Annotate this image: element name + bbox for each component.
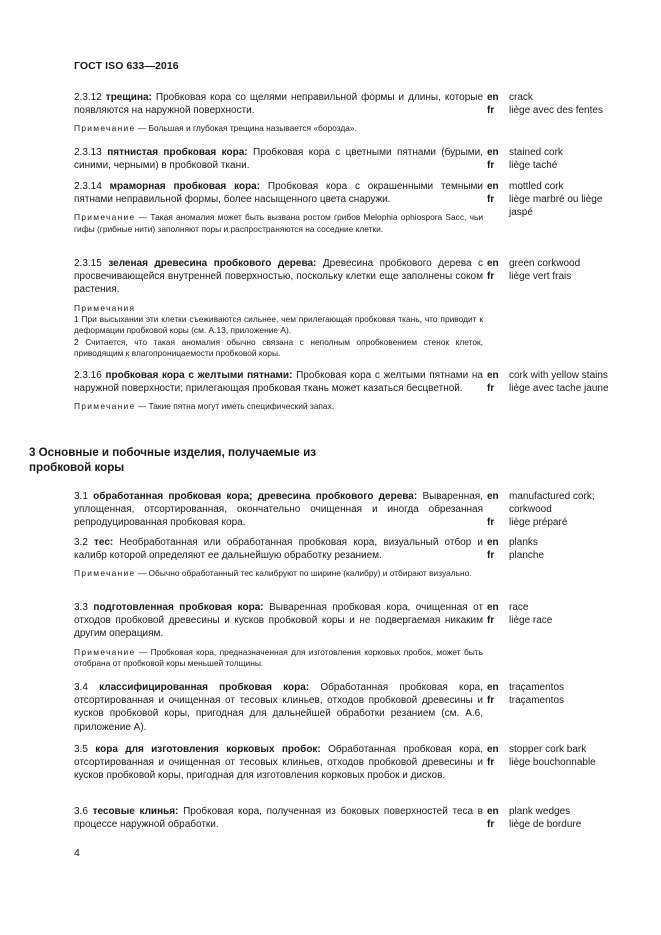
section-heading: 3 Основные и побочные изделия, получаемые из пробковой коры bbox=[29, 446, 316, 474]
term-en: mottled cork bbox=[509, 181, 564, 192]
equivalents bbox=[487, 91, 617, 117]
definition bbox=[74, 536, 483, 562]
lang-code-en: en bbox=[487, 258, 499, 269]
lang-code-fr: fr bbox=[487, 160, 495, 172]
note-text: Такие пятна могут иметь специфический запах. bbox=[148, 401, 335, 412]
note-text: Пробковая кора, предназначенная для изготовления корковых пробок, может быть отобрана от пробковой коры меньшей толщины. bbox=[74, 646, 483, 669]
lang-code-fr: fr bbox=[487, 757, 495, 769]
lang-fr bbox=[487, 270, 617, 283]
equivalents bbox=[487, 805, 617, 831]
equivalents bbox=[487, 180, 617, 220]
notes bbox=[74, 303, 483, 360]
note-label: Примечание bbox=[74, 646, 136, 657]
term-en: crack bbox=[509, 92, 533, 103]
page-number: 4 bbox=[74, 847, 80, 859]
equivalents bbox=[487, 681, 617, 707]
term-en: green corkwood bbox=[509, 258, 581, 269]
term-entry-2-3-13 bbox=[74, 146, 614, 172]
note-dash: — bbox=[137, 123, 147, 134]
term-text: Обработанная пробковая кора, отсортированная и очищенная от тесовых клиньев, отходов пробковой древесины и кусков пробковой коры, пригодная для изготовления корковых пробок и дисков. bbox=[74, 744, 484, 782]
lang-en bbox=[487, 743, 617, 756]
term-name: кора для изготовления корковых пробок: bbox=[95, 744, 321, 755]
term-text: Вываренная пробковая кора, очищенная от отходов пробковой древесины и кусков пробковой коры и не подвергаемая никаким другим операциям. bbox=[74, 602, 484, 640]
term-en: planks bbox=[509, 537, 538, 548]
term-name: пробковая кора с желтыми пятнами: bbox=[105, 370, 293, 381]
term-name: подготовленная пробковая кора: bbox=[93, 602, 264, 613]
lang-en bbox=[487, 601, 617, 614]
term-number: 3.5 bbox=[74, 744, 88, 755]
note-dash: — bbox=[138, 212, 148, 223]
lang-fr bbox=[487, 549, 617, 562]
note-text: Большая и глубокая трещина называется «борозда». bbox=[148, 123, 357, 134]
definition bbox=[74, 601, 483, 641]
lang-en bbox=[487, 91, 617, 104]
term-text: Пробковая кора с желтыми пятнами на наружной поверхности; прилегающая пробковая ткань может казаться бесцветной. bbox=[74, 370, 483, 395]
lang-en bbox=[487, 490, 617, 516]
term-fr: liège bouchonnable bbox=[509, 757, 596, 769]
lang-en bbox=[487, 180, 617, 193]
definition bbox=[74, 257, 483, 297]
lang-code-fr: fr bbox=[487, 271, 495, 283]
note-label: Примечание bbox=[74, 212, 136, 223]
term-fr: liège taché bbox=[509, 160, 558, 172]
term-entry-2-3-15 bbox=[74, 257, 614, 360]
document-header: ГОСТ ISO 633—2016 bbox=[74, 60, 179, 72]
term-number: 2.3.16 bbox=[74, 370, 102, 381]
lang-en bbox=[487, 257, 617, 270]
term-entry-3-6 bbox=[74, 805, 614, 831]
definition bbox=[74, 681, 483, 734]
term-text: Пробковая кора со щелями неправильной формы и длины, которые появляются на наружной поверхности. bbox=[74, 92, 484, 117]
lang-en bbox=[487, 146, 617, 159]
term-number: 3.3 bbox=[74, 602, 88, 613]
note bbox=[74, 401, 483, 412]
note-dash: — bbox=[138, 646, 148, 657]
definition bbox=[74, 91, 483, 117]
term-entry-2-3-12 bbox=[74, 91, 614, 135]
term-text: Пробковая кора с цветными пятнами (бурыми, синими, черными) в пробковой ткани. bbox=[74, 147, 484, 172]
equivalents bbox=[487, 257, 617, 283]
term-fr: liège préparé bbox=[509, 517, 568, 529]
lang-code-en: en bbox=[487, 806, 499, 817]
note-dash: — bbox=[137, 568, 147, 579]
note bbox=[74, 123, 483, 134]
term-entry-2-3-14 bbox=[74, 180, 614, 235]
term-entry-3-5 bbox=[74, 743, 614, 783]
term-number: 3.4 bbox=[74, 682, 88, 693]
definition bbox=[74, 146, 483, 172]
lang-fr bbox=[487, 104, 617, 117]
lang-code-fr: fr bbox=[487, 550, 495, 562]
lang-code-en: en bbox=[487, 147, 499, 158]
lang-en bbox=[487, 805, 617, 818]
term-number: 2.3.12 bbox=[74, 92, 102, 103]
term-text: Пробковая кора с окрашенными темными пятнами неправильной формы, более насыщенного цвета снаружи. bbox=[74, 181, 484, 206]
note-dash: — bbox=[137, 401, 147, 412]
term-text: Обработанная пробковая кора, отсортированная и очищенная от тесовых клиньев, отходов пробковой древесины и кусков пробковой коры, пригодная для дальнейшей обработки резанием (см. А.6, приложение А). bbox=[74, 682, 484, 733]
term-fr: liège avec tache jaune bbox=[509, 383, 609, 395]
lang-fr bbox=[487, 694, 617, 707]
term-name: трещина: bbox=[105, 92, 152, 103]
lang-code-fr: fr bbox=[487, 819, 495, 831]
term-fr: planche bbox=[509, 550, 545, 562]
lang-code-en: en bbox=[487, 682, 499, 693]
lang-fr bbox=[487, 756, 617, 769]
term-text: Пробковая кора, полученная из боковых поверхностей теса в процессе наружной обработки. bbox=[74, 806, 483, 831]
lang-en bbox=[487, 369, 617, 382]
term-fr: liège vert frais bbox=[509, 271, 572, 283]
term-entry-3-1 bbox=[74, 490, 614, 530]
term-en: race bbox=[509, 602, 529, 613]
definition bbox=[74, 490, 483, 530]
lang-code-en: en bbox=[487, 744, 499, 755]
term-en: plank wedges bbox=[509, 806, 571, 817]
equivalents bbox=[487, 601, 617, 627]
equivalents bbox=[487, 536, 617, 562]
term-fr: liège avec des fentes bbox=[509, 105, 603, 117]
lang-fr bbox=[487, 818, 617, 831]
note-label: Примечание bbox=[74, 123, 136, 134]
lang-code-fr: fr bbox=[487, 383, 495, 395]
equivalents bbox=[487, 490, 617, 530]
term-entry-3-2 bbox=[74, 536, 614, 580]
term-name: зеленая древесина пробкового дерева: bbox=[108, 258, 317, 269]
lang-code-fr: fr bbox=[487, 615, 495, 627]
lang-code-en: en bbox=[487, 181, 499, 192]
term-en: cork with yellow stains bbox=[509, 370, 608, 381]
note-label: Примечание bbox=[74, 568, 136, 579]
term-fr: traçamentos bbox=[509, 695, 565, 707]
term-text: Необработанная или обработанная пробковая кора, визуальный отбор и калибр которой определяют ее дальнейшую обработку резанием. bbox=[74, 537, 484, 562]
note bbox=[74, 568, 483, 579]
lang-code-fr: fr bbox=[487, 695, 495, 707]
lang-code-fr: fr bbox=[487, 194, 495, 206]
lang-fr bbox=[487, 614, 617, 627]
term-number: 2.3.15 bbox=[74, 258, 102, 269]
note-item-1: 1 При высыхании эти клетки съеживаются сильнее, чем прилегающая пробковая ткань, что приводит к деформации пробковой коры (см. А.13, приложение А). bbox=[74, 314, 483, 336]
term-entry-3-4 bbox=[74, 681, 614, 734]
notes-label: Примечания bbox=[74, 302, 136, 313]
equivalents bbox=[487, 146, 617, 172]
term-name: мраморная пробковая кора: bbox=[109, 181, 261, 192]
term-en: traçamentos bbox=[509, 682, 565, 693]
note-text: Обычно обработанный тес калибруют по ширине (калибру) и отбирают визуально. bbox=[148, 568, 472, 579]
note-label: Примечание bbox=[74, 401, 136, 412]
note bbox=[74, 212, 483, 235]
note-item-2: 2 Считается, что такая аномалия обычно связана с неполным опробковением стенок клеток, приводящим к влагопроницаемости пробковой коры. bbox=[74, 336, 483, 359]
term-name: тес: bbox=[94, 537, 114, 548]
term-entry-3-3 bbox=[74, 601, 614, 669]
term-fr: liège de bordure bbox=[509, 819, 582, 831]
lang-code-fr: fr bbox=[487, 517, 495, 529]
lang-en bbox=[487, 536, 617, 549]
equivalents bbox=[487, 369, 617, 395]
term-en: stopper cork bark bbox=[509, 744, 587, 755]
lang-code-en: en bbox=[487, 491, 499, 502]
term-number: 3.2 bbox=[74, 537, 88, 548]
lang-fr bbox=[487, 516, 617, 529]
definition bbox=[74, 743, 483, 783]
term-en: stained cork bbox=[509, 147, 563, 158]
lang-en bbox=[487, 681, 617, 694]
lang-fr bbox=[487, 193, 617, 219]
lang-code-en: en bbox=[487, 602, 499, 613]
definition bbox=[74, 805, 483, 831]
term-number: 2.3.14 bbox=[74, 181, 102, 192]
term-fr: liège marbré ou liège jaspé bbox=[509, 194, 603, 219]
equivalents bbox=[487, 743, 617, 769]
lang-code-en: en bbox=[487, 537, 499, 548]
lang-fr bbox=[487, 382, 617, 395]
term-number: 2.3.13 bbox=[74, 147, 102, 158]
term-name: тесовые клинья: bbox=[92, 806, 179, 817]
term-number: 3.6 bbox=[74, 806, 88, 817]
term-text: Вываренная, уплощенная, отсортированная, окончательно очищенная и иногда обрезанная репродуцированная пробковая кора. bbox=[74, 491, 483, 529]
term-name: обработанная пробковая кора; древесина пробкового дерева: bbox=[93, 491, 418, 502]
term-fr: liège race bbox=[509, 615, 553, 627]
note-text: Такая аномалия может быть вызвана ростом грибов Melophia ophiospora Sacc, чьи гифы (грибные нити) заполняют поры и распространяются на соседние клетки. bbox=[74, 212, 484, 234]
term-entry-2-3-16 bbox=[74, 369, 614, 413]
definition bbox=[74, 369, 483, 395]
lang-fr bbox=[487, 159, 617, 172]
lang-code-en: en bbox=[487, 370, 499, 381]
lang-code-fr: fr bbox=[487, 105, 495, 117]
definition bbox=[74, 180, 483, 206]
term-text: Древесина пробкового дерева с просвечивающейся внутренней поверхностью, поскольку клетки еще заполнены соком растения. bbox=[74, 258, 484, 296]
term-en: manufactured cork; corkwood bbox=[509, 491, 595, 516]
note bbox=[74, 647, 483, 670]
lang-code-en: en bbox=[487, 92, 499, 103]
term-name: пятнистая пробковая кора: bbox=[107, 147, 248, 158]
term-name: классифицированная пробковая кора: bbox=[99, 682, 310, 693]
term-number: 3.1 bbox=[74, 491, 88, 502]
